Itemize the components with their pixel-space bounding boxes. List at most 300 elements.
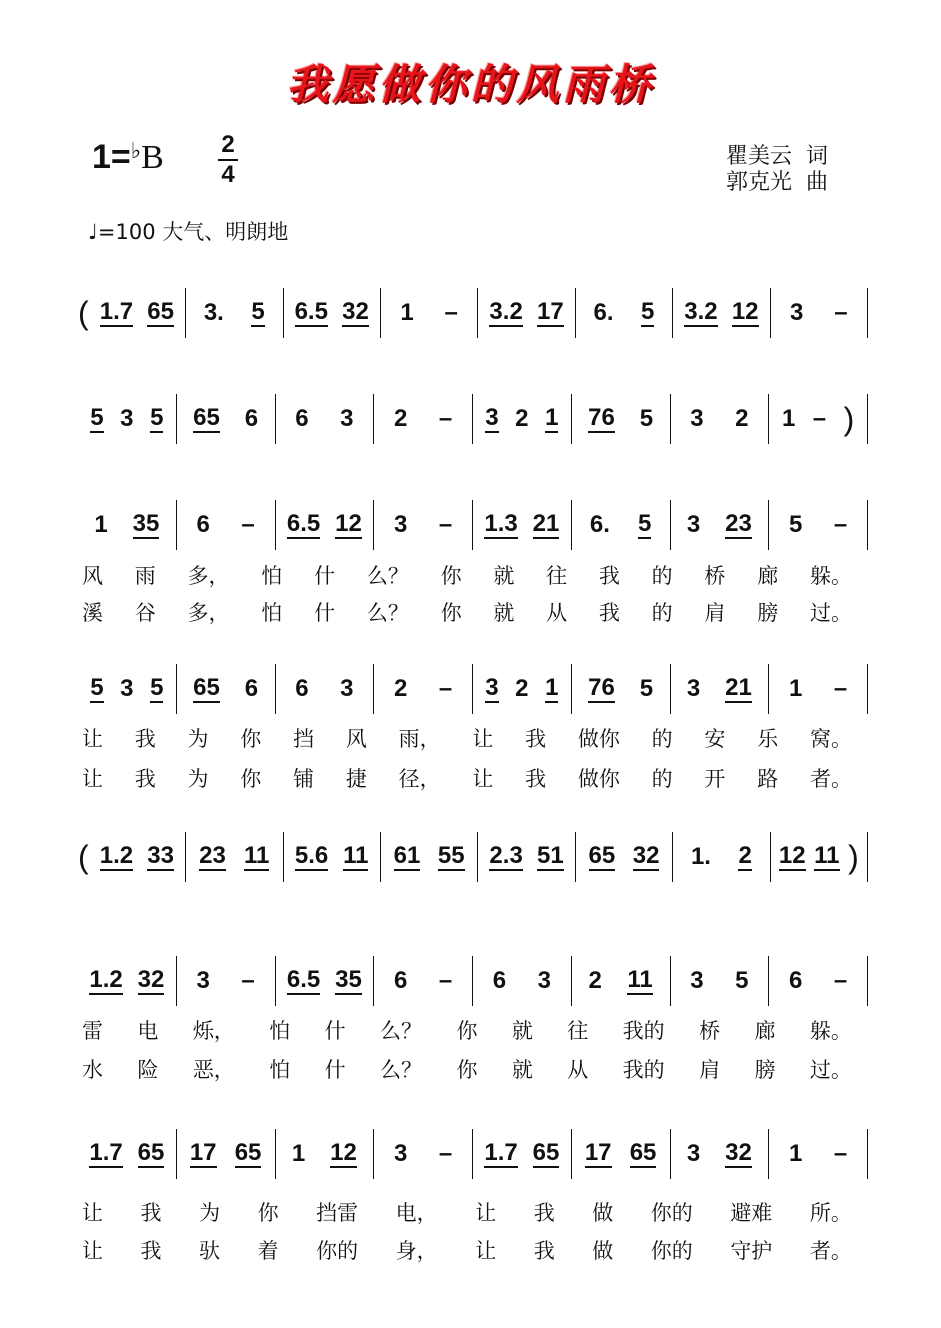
note-group: – [834, 299, 848, 326]
note-group: 51 [536, 842, 564, 869]
lyric-syllable: 你 [440, 564, 462, 588]
note-group: 3 [690, 405, 704, 432]
note-group: 5 [90, 404, 104, 431]
note-group: – [438, 675, 453, 702]
lyric-syllable: 膀 [757, 601, 779, 625]
note-group: 65 [588, 842, 616, 869]
lyric-syllable: 我 [533, 1239, 555, 1263]
measure [276, 664, 375, 714]
note-group: 5 [641, 298, 655, 325]
note-group: – [833, 1140, 848, 1167]
measure [671, 394, 770, 444]
note-group: 6.5 [294, 298, 328, 325]
lyric-syllable: 路 [757, 767, 779, 791]
lyric-syllable: 风 [345, 727, 367, 751]
note-group: 6. [593, 299, 614, 326]
lyric-syllable: 者。 [809, 1239, 852, 1263]
note-group: 65 [532, 1139, 560, 1166]
lyric-syllable: 避难 [730, 1201, 773, 1225]
flat-sign: ♭ [130, 138, 142, 163]
close-paren: ) [848, 838, 859, 875]
notation-row [78, 956, 868, 1006]
note-group: 5 [789, 511, 803, 538]
measure [572, 1129, 671, 1179]
measure [673, 832, 770, 882]
measure [78, 1129, 177, 1179]
note-group: 11 [244, 842, 270, 869]
lyric-syllable: 乐 [757, 727, 779, 751]
lyric-syllable: 恶， [192, 1058, 235, 1082]
measure [576, 288, 673, 338]
lyric-syllable: 我 [140, 1201, 162, 1225]
lyric-syllable: 廊 [757, 564, 779, 588]
lyric-syllable: 者。 [809, 767, 852, 791]
lyric-syllable: 么？ [380, 1058, 423, 1082]
key-note: B [141, 139, 164, 176]
measure [374, 500, 473, 550]
measure [769, 394, 868, 444]
note-group: 1 [291, 1140, 306, 1167]
lyric-syllable: 桥 [699, 1019, 721, 1043]
measure [284, 832, 381, 882]
lyric-syllable: 雷 [82, 1019, 103, 1043]
song-title: 我愿做你的风雨桥 [286, 60, 655, 109]
note-group: 2 [515, 405, 529, 432]
lyric-syllable: 所。 [809, 1201, 852, 1225]
note-group: 1.7 [99, 298, 134, 325]
lyric-syllable: 么？ [366, 601, 409, 625]
note-group: 32 [725, 1139, 752, 1166]
note-group: 32 [137, 966, 165, 993]
note-group: – [833, 511, 848, 538]
measure [177, 394, 276, 444]
lyrics-line [82, 1197, 852, 1227]
lyric-syllable: 守护 [730, 1239, 773, 1263]
note-group: 6 [492, 967, 507, 994]
measure [671, 1129, 770, 1179]
note-group: 1.7 [89, 1139, 123, 1166]
lyric-syllable: 么？ [366, 564, 409, 588]
measure [671, 664, 770, 714]
lyric-syllable: 安 [704, 727, 726, 751]
time-signature [218, 132, 238, 188]
note-group: 1 [781, 405, 796, 432]
note-group: 5 [251, 298, 265, 325]
lyric-syllable: 就 [511, 1058, 533, 1082]
close-paren: ) [843, 400, 855, 437]
lyric-syllable: 我 [598, 601, 620, 625]
measure [771, 288, 868, 338]
lyric-syllable: 让 [472, 767, 494, 791]
notation-row [78, 1129, 868, 1179]
lyric-syllable: 就 [493, 601, 515, 625]
lyric-syllable: 挡雷 [316, 1201, 359, 1225]
lyric-syllable: 你 [456, 1019, 478, 1043]
note-group: – [438, 1140, 453, 1167]
note-group: – [438, 511, 453, 538]
notation-row [78, 664, 868, 714]
lyric-syllable: 怕 [261, 564, 283, 588]
note-group: 6 [394, 967, 408, 994]
note-group: 6 [244, 405, 259, 432]
lyric-syllable: 往 [567, 1019, 589, 1043]
lyrics-line [82, 1015, 852, 1045]
note-group: 2 [394, 675, 408, 702]
lyric-syllable: 开 [704, 767, 726, 791]
note-group: – [438, 405, 453, 432]
note-group: 12 [330, 1139, 357, 1166]
note-group: 3.2 [489, 298, 523, 325]
lyric-syllable: 谷 [134, 601, 156, 625]
lyric-syllable: 电 [137, 1019, 159, 1043]
note-group: – [812, 405, 827, 432]
lyric-syllable: 我 [140, 1239, 162, 1263]
note-group: 3 [196, 967, 210, 994]
lyric-syllable: 什 [314, 564, 336, 588]
note-group: 6. [589, 511, 610, 538]
lyric-syllable: 雨 [134, 564, 156, 588]
lyric-syllable: 我 [134, 727, 156, 751]
credits [726, 144, 828, 196]
note-group: 3 [485, 674, 499, 701]
lyric-syllable: 着 [257, 1239, 279, 1263]
note-group: 6 [244, 675, 259, 702]
lyric-syllable: 窝。 [809, 727, 852, 751]
measure [473, 1129, 572, 1179]
lyric-syllable: 电， [395, 1201, 438, 1225]
lyric-syllable: 为 [187, 767, 209, 791]
note-group: 6 [196, 511, 210, 538]
note-group: 6 [295, 405, 309, 432]
note-group: 76 [588, 674, 615, 701]
note-group: 76 [588, 404, 615, 431]
note-group: 3 [537, 967, 551, 994]
lyric-syllable: 的 [651, 564, 673, 588]
lyric-syllable: 我 [134, 767, 156, 791]
lyric-syllable: 让 [82, 1239, 103, 1263]
measure [671, 956, 770, 1006]
lyric-syllable: 水 [82, 1058, 103, 1082]
note-group: 1.2 [89, 966, 123, 993]
lyric-syllable: 你的 [650, 1201, 693, 1225]
lyric-syllable: 廊 [754, 1019, 776, 1043]
lyric-syllable: 我 [598, 564, 620, 588]
lyric-syllable: 桥 [704, 564, 726, 588]
note-group: 35 [132, 510, 160, 537]
composer: 郭克光 曲 [726, 170, 828, 195]
note-group: 1 [94, 511, 108, 538]
note-group: 6 [789, 967, 803, 994]
lyric-syllable: 怕 [269, 1019, 291, 1043]
measure [771, 832, 868, 882]
note-group: 23 [199, 842, 226, 869]
lyric-syllable: 过。 [809, 601, 852, 625]
note-group: 1 [789, 675, 803, 702]
lyric-syllable: 险 [137, 1058, 159, 1082]
note-group: 65 [629, 1139, 657, 1166]
measure [276, 394, 375, 444]
note-group: 35 [335, 966, 362, 993]
lyrics-line [82, 1054, 852, 1084]
note-group: 3 [686, 675, 701, 702]
lyric-syllable: 让 [475, 1239, 497, 1263]
note-group: 65 [147, 298, 174, 325]
key-signature [92, 138, 164, 177]
note-group: – [241, 967, 255, 994]
tempo-marking: ♩=100 大气、明朗地 [88, 220, 289, 244]
note-group: 2.3 [489, 842, 523, 869]
lyric-syllable: 我 [533, 1201, 555, 1225]
note-group: 17 [536, 298, 564, 325]
measure [572, 664, 671, 714]
measure [374, 956, 473, 1006]
notation-row [78, 394, 868, 444]
lyric-syllable: 膀 [754, 1058, 776, 1082]
lyric-syllable: 往 [546, 564, 568, 588]
lyric-syllable: 为 [199, 1201, 221, 1225]
note-group: 3.2 [684, 298, 718, 325]
lyric-syllable: 什 [324, 1058, 346, 1082]
lyric-syllable: 么？ [380, 1019, 423, 1043]
lyric-syllable: 让 [472, 727, 494, 751]
measure [671, 500, 770, 550]
note-group: 5 [90, 674, 104, 701]
note-group: 12 [335, 510, 362, 537]
note-group: 3 [394, 511, 408, 538]
lyric-syllable: 就 [511, 1019, 533, 1043]
meter-bottom: 4 [221, 161, 235, 188]
lyric-syllable: 做 [592, 1239, 614, 1263]
note-group: 65 [234, 1139, 262, 1166]
lyric-syllable: 让 [82, 767, 103, 791]
measure [177, 956, 276, 1006]
note-group: 12 [778, 842, 806, 869]
lyric-syllable: 多， [187, 601, 230, 625]
measure [89, 832, 186, 882]
note-group: 1 [400, 299, 414, 326]
lyric-syllable: 让 [82, 1201, 103, 1225]
note-group: 12 [731, 298, 759, 325]
note-group: 6.5 [286, 510, 321, 537]
measure [769, 500, 868, 550]
note-group: 6.5 [286, 966, 321, 993]
note-group: 23 [725, 510, 752, 537]
note-group: 11 [814, 842, 840, 869]
lyric-syllable: 你的 [316, 1239, 359, 1263]
note-group: 1.7 [484, 1139, 518, 1166]
lyrics-line [82, 560, 852, 590]
note-group: 3 [120, 405, 134, 432]
lyrics-line [82, 723, 852, 753]
measure [673, 288, 770, 338]
measure [78, 956, 177, 1006]
lyric-syllable: 躲。 [809, 1019, 852, 1043]
lyric-syllable: 让 [82, 727, 103, 751]
measure [478, 832, 575, 882]
note-group: 5.6 [294, 842, 329, 869]
note-group: 2 [588, 967, 602, 994]
lyric-syllable: 什 [314, 601, 336, 625]
measure [769, 1129, 868, 1179]
note-group: 1 [789, 1140, 803, 1167]
note-group: 3 [340, 675, 354, 702]
note-group: 17 [189, 1139, 217, 1166]
note-group: 1.2 [99, 842, 134, 869]
lyricist: 瞿美云 词 [726, 144, 828, 169]
measure [276, 1129, 375, 1179]
note-group: 5 [150, 404, 164, 431]
measure [572, 956, 671, 1006]
note-group: 5 [638, 510, 652, 537]
note-group: 61 [393, 842, 421, 869]
measure [473, 394, 572, 444]
measure [177, 664, 276, 714]
lyric-syllable: 什 [324, 1019, 346, 1043]
note-group: 3 [686, 511, 701, 538]
measure [374, 394, 473, 444]
note-group: 33 [147, 842, 174, 869]
lyric-syllable: 我的 [622, 1019, 665, 1043]
lyric-syllable: 烁， [192, 1019, 235, 1043]
measure [473, 500, 572, 550]
lyric-syllable: 挡 [293, 727, 315, 751]
lyric-syllable: 径， [398, 767, 441, 791]
note-group: 2 [394, 405, 408, 432]
notation-row [78, 832, 868, 882]
note-group: – [833, 967, 848, 994]
note-group: 3 [686, 1140, 701, 1167]
lyric-syllable: 你 [240, 727, 262, 751]
lyric-syllable: 我的 [622, 1058, 665, 1082]
lyric-syllable: 肩 [699, 1058, 721, 1082]
lyric-syllable: 从 [567, 1058, 589, 1082]
measure [381, 832, 478, 882]
lyric-syllable: 的 [651, 601, 673, 625]
measure [374, 1129, 473, 1179]
note-group: 21 [725, 674, 752, 701]
measure [473, 956, 572, 1006]
measure [478, 288, 575, 338]
note-group: 5 [639, 675, 654, 702]
note-group: 3 [394, 1140, 408, 1167]
note-group: 65 [193, 404, 220, 431]
note-group: – [241, 511, 255, 538]
lyric-syllable: 从 [546, 601, 568, 625]
lyrics-line [82, 597, 852, 627]
measure [78, 664, 177, 714]
measure [473, 664, 572, 714]
measure [769, 664, 868, 714]
measure [177, 500, 276, 550]
lyric-syllable: 我 [525, 727, 547, 751]
notation-row [78, 500, 868, 550]
lyric-syllable: 你 [440, 601, 462, 625]
lyric-syllable: 你 [257, 1201, 279, 1225]
note-group: 3 [790, 299, 804, 326]
lyrics-line [82, 763, 852, 793]
measure [381, 288, 478, 338]
note-group: 21 [532, 510, 560, 537]
measure [374, 664, 473, 714]
lyric-syllable: 怕 [261, 601, 283, 625]
lyric-syllable: 的 [651, 767, 673, 791]
measure [78, 394, 177, 444]
note-group: 6 [295, 675, 309, 702]
open-paren: ( [78, 838, 89, 875]
note-group: 1 [545, 404, 559, 431]
note-group: 5 [639, 405, 654, 432]
lyric-syllable: 怕 [269, 1058, 291, 1082]
measure [186, 288, 283, 338]
note-group: 3 [120, 675, 134, 702]
lyric-syllable: 溪 [82, 601, 103, 625]
note-group: – [444, 299, 458, 326]
lyric-syllable: 的 [651, 727, 673, 751]
note-group: 11 [627, 966, 653, 993]
measure [572, 500, 671, 550]
note-group: 32 [632, 842, 660, 869]
lyric-syllable: 捷 [345, 767, 367, 791]
note-group: – [438, 967, 453, 994]
note-group: 1 [545, 674, 559, 701]
lyric-syllable: 就 [493, 564, 515, 588]
lyric-syllable: 你的 [650, 1239, 693, 1263]
measure [78, 500, 177, 550]
measure [576, 832, 673, 882]
note-group: 3 [340, 405, 354, 432]
lyric-syllable: 躲。 [809, 564, 852, 588]
measure [769, 956, 868, 1006]
note-group: 2 [515, 675, 529, 702]
note-group: 32 [342, 298, 369, 325]
note-group: 65 [193, 674, 220, 701]
note-group: 65 [137, 1139, 165, 1166]
lyric-syllable: 雨， [398, 727, 441, 751]
lyric-syllable: 风 [82, 564, 103, 588]
lyrics-line [82, 1235, 852, 1265]
note-group: 3 [690, 967, 704, 994]
note-group: 3 [485, 404, 499, 431]
measure [89, 288, 186, 338]
lyric-syllable: 身， [395, 1239, 438, 1263]
lyric-syllable: 驮 [199, 1239, 221, 1263]
measure [177, 1129, 276, 1179]
note-group: 11 [343, 842, 369, 869]
open-paren: ( [78, 294, 89, 331]
lyric-syllable: 做你 [577, 727, 620, 751]
measure [276, 500, 375, 550]
note-group: 5 [150, 674, 164, 701]
lyric-syllable: 让 [475, 1201, 497, 1225]
note-group: 17 [584, 1139, 612, 1166]
measure [284, 288, 381, 338]
note-group: 2 [738, 842, 752, 869]
lyric-syllable: 多， [187, 564, 230, 588]
lyric-syllable: 过。 [809, 1058, 852, 1082]
lyric-syllable: 做 [592, 1201, 614, 1225]
key-prefix: 1= [92, 138, 131, 176]
lyric-syllable: 为 [187, 727, 209, 751]
note-group: 3. [203, 299, 224, 326]
lyric-syllable: 肩 [704, 601, 726, 625]
lyric-syllable: 做你 [577, 767, 620, 791]
note-group: 55 [437, 842, 465, 869]
note-group: – [833, 675, 848, 702]
notation-row [78, 288, 868, 338]
measure [186, 832, 283, 882]
note-group: 1. [690, 843, 711, 870]
note-group: 2 [735, 405, 749, 432]
